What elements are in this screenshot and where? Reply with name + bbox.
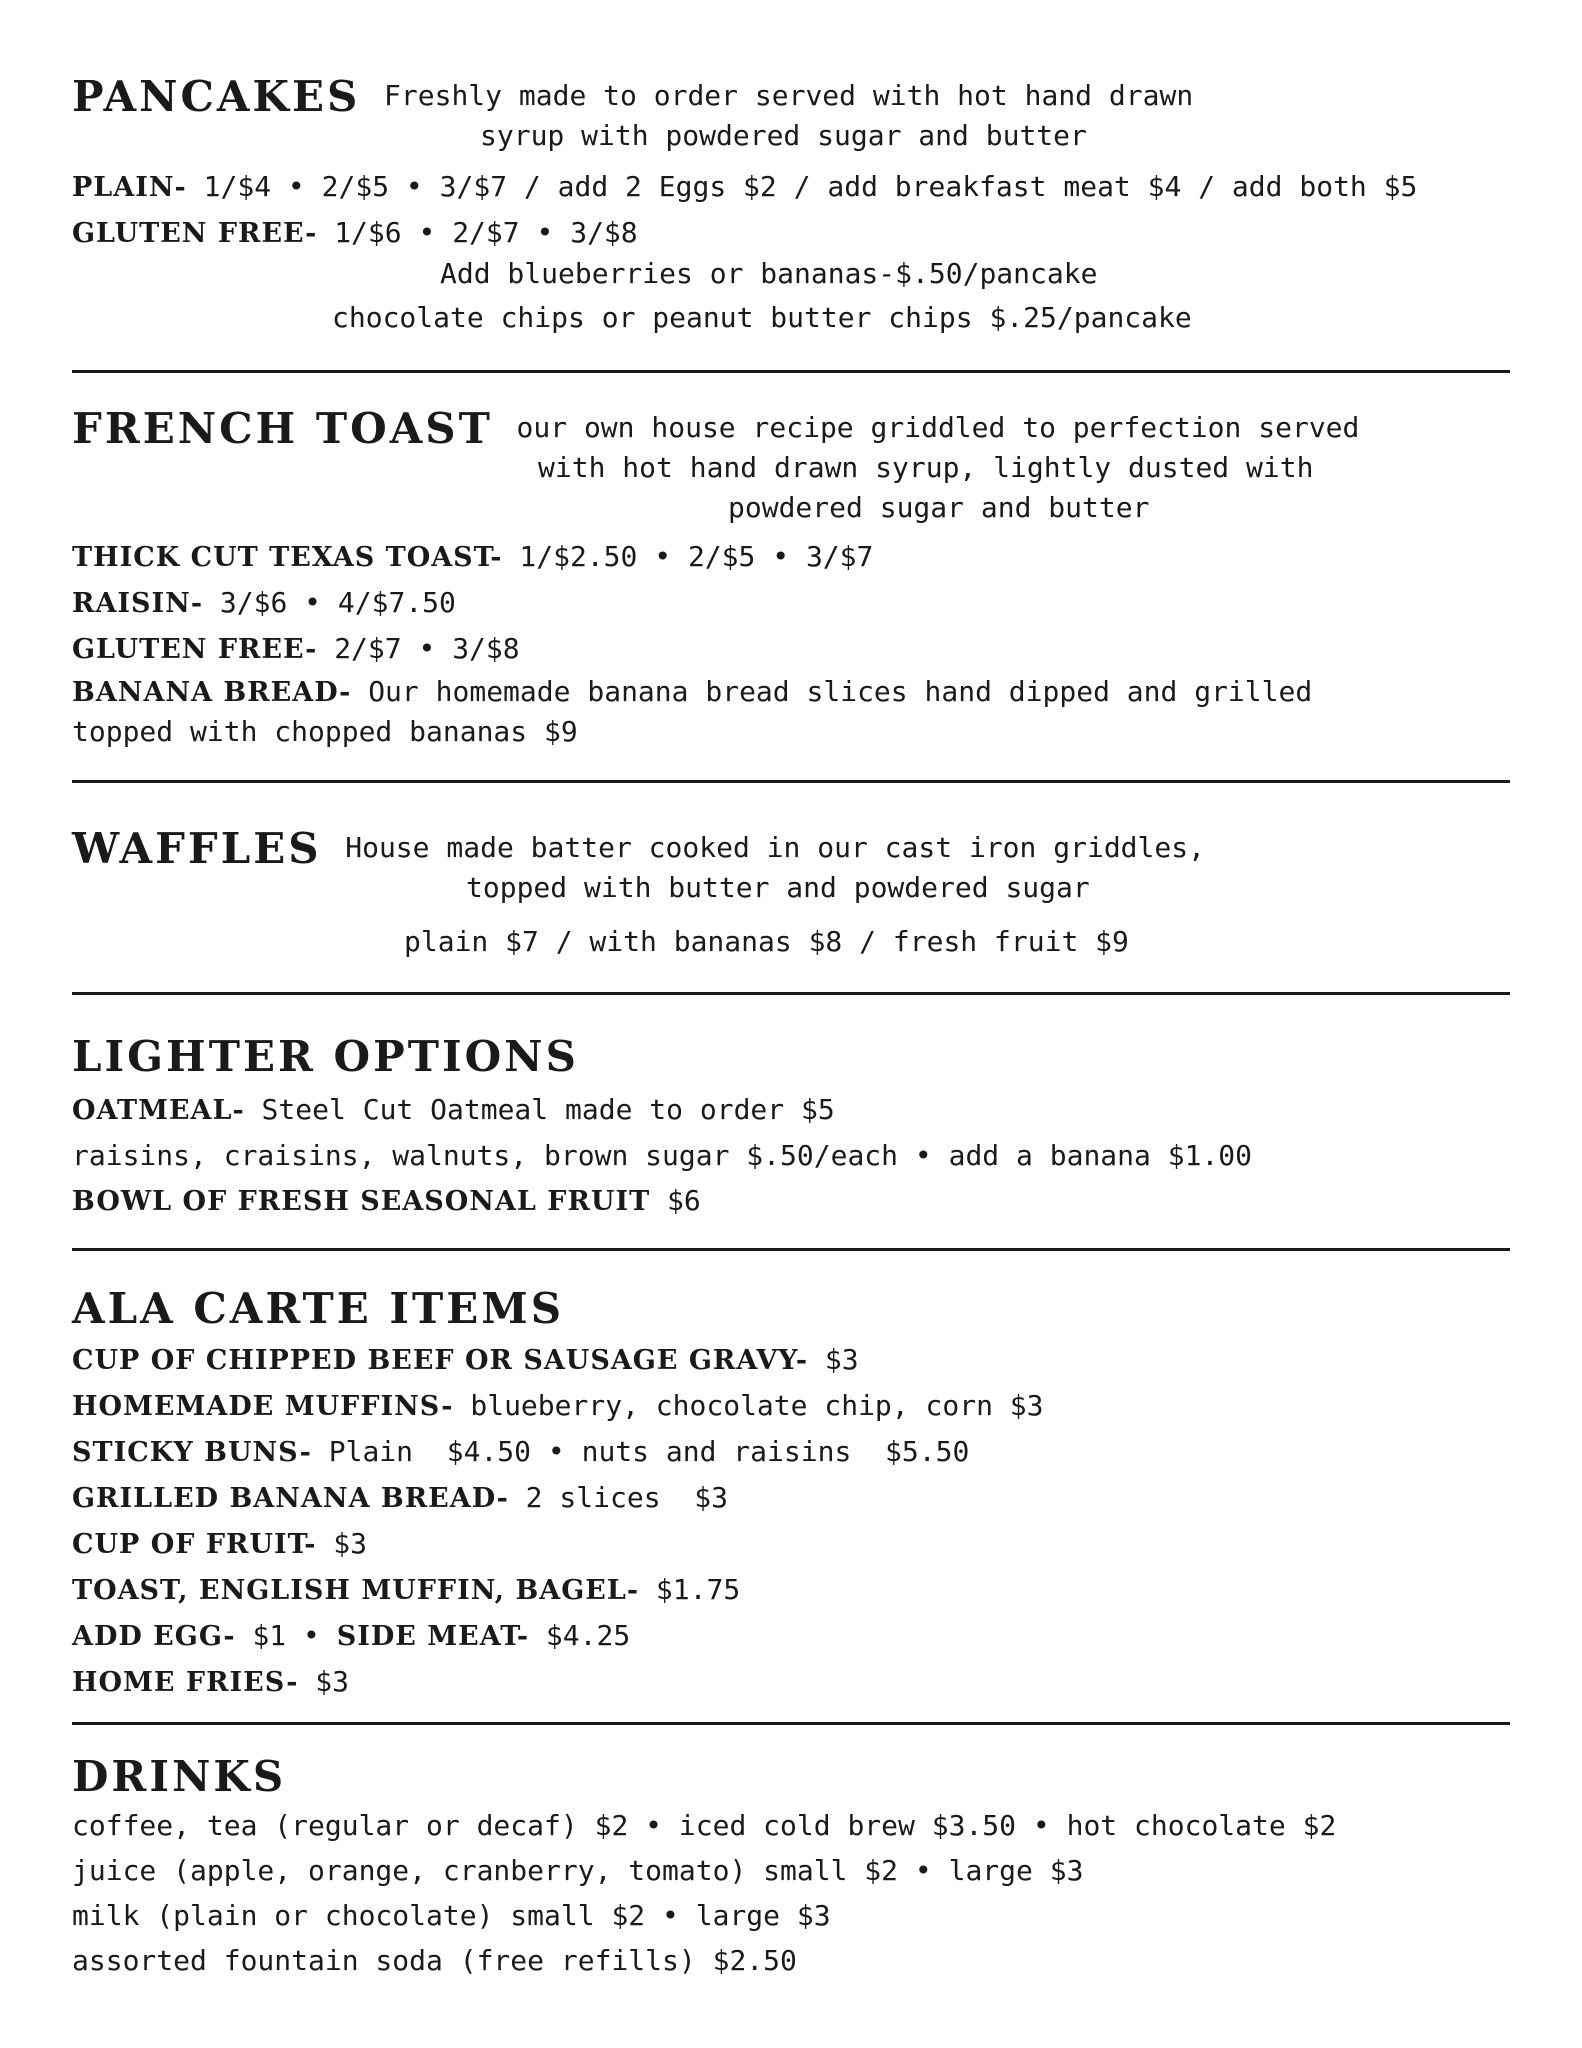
menu-item-grilled-banana-bread [72, 1475, 1512, 1521]
item-price: 1/$2.50 • 2/$5 • 3/$7 [502, 540, 874, 573]
item-name: HOME FRIES- [72, 1667, 299, 1698]
item-price: 2 slices $3 [508, 1481, 728, 1514]
item-price: $1 • [235, 1619, 337, 1652]
item-price: raisins, craisins, walnuts, brown sugar $.50/each • add a banana $1.00 [72, 1139, 1253, 1172]
item-name: OATMEAL- [72, 1095, 245, 1126]
ala-carte-title: ALA CARTE ITEMS [72, 1284, 565, 1333]
item-name: CUP OF CHIPPED BEEF OR SAUSAGE GRAVY- [72, 1345, 809, 1376]
drink-line: milk (plain or chocolate) small $2 • large $3 [72, 1899, 831, 1932]
item-name: GRILLED BANANA BREAD- [72, 1483, 509, 1514]
menu-item-oatmeal [72, 1087, 1512, 1133]
drink-line: coffee, tea (regular or decaf) $2 • iced cold brew $3.50 • hot chocolate $2 [72, 1809, 1337, 1842]
french-toast-desc-3: powdered sugar and butter [728, 491, 1150, 524]
menu-item-muffins [72, 1383, 1512, 1429]
item-price: Steel Cut Oatmeal made to order $5 [244, 1093, 835, 1126]
item-price: $3 [808, 1343, 859, 1376]
menu-item-cup-of-fruit [72, 1521, 1512, 1567]
drink-line: assorted fountain soda (free refills) $2.50 [72, 1944, 797, 1977]
drinks-items [72, 1803, 1512, 1983]
menu-item-gluten-free-toast [72, 626, 1512, 672]
pancakes-addon-2: chocolate chips or peanut butter chips $.25/pancake [332, 301, 1192, 334]
pancakes-addon-1: Add blueberries or bananas-$.50/pancake [440, 257, 1098, 290]
item-name: GLUTEN FREE- [72, 634, 318, 665]
waffles-desc-2: topped with butter and powdered sugar [466, 871, 1090, 904]
pancakes-items [72, 164, 1512, 256]
menu-item-egg-side-meat [72, 1613, 1512, 1659]
item-name: STICKY BUNS- [72, 1437, 312, 1468]
waffles-title: WAFFLES [72, 824, 322, 873]
lighter-options-title: LIGHTER OPTIONS [72, 1032, 579, 1081]
menu-item-gravy [72, 1337, 1512, 1383]
item-name: GLUTEN FREE- [72, 218, 318, 249]
item-desc: Our homemade banana bread slices hand dipped and grilled [351, 675, 1313, 708]
menu-item-banana-bread [72, 672, 1512, 713]
item-price: blueberry, chocolate chip, corn $3 [453, 1389, 1044, 1422]
item-name: SIDE MEAT- [336, 1621, 530, 1652]
item-name: ADD EGG- [72, 1621, 236, 1652]
ala-carte-items [72, 1337, 1512, 1705]
menu-item-plain-pancakes [72, 164, 1512, 210]
french-toast-title: FRENCH TOAST [72, 404, 493, 453]
item-price: 1/$6 • 2/$7 • 3/$8 [317, 216, 638, 249]
menu-item-texas-toast [72, 534, 1512, 580]
item-price: $1.75 [639, 1573, 741, 1606]
item-price: $3 [316, 1527, 368, 1560]
menu-item-fresh-fruit [72, 1178, 1512, 1224]
item-price: 2/$7 • 3/$8 [317, 632, 520, 665]
pancakes-desc-2: syrup with powdered sugar and butter [480, 119, 1087, 152]
french-toast-items [72, 534, 1512, 751]
item-name: HOMEMADE MUFFINS- [72, 1391, 454, 1422]
item-price: $4.25 [529, 1619, 631, 1652]
menu-item-toast-muffin-bagel [72, 1567, 1512, 1613]
item-name: CUP OF FRUIT- [72, 1529, 317, 1560]
item-name: BANANA BREAD- [72, 677, 352, 708]
lighter-options-items [72, 1087, 1512, 1224]
item-price: 3/$6 • 4/$7.50 [203, 586, 456, 619]
drinks-title: DRINKS [72, 1752, 287, 1801]
item-price: Plain $4.50 • nuts and raisins $5.50 [311, 1435, 970, 1468]
menu-item-gluten-free-pancakes [72, 210, 1512, 256]
section-divider [72, 780, 1510, 783]
section-divider [72, 1248, 1510, 1251]
item-name: THICK CUT TEXAS TOAST- [72, 542, 503, 573]
french-toast-desc-2: with hot hand drawn syrup, lightly dusted with [538, 451, 1314, 484]
pancakes-title: PANCAKES [72, 72, 361, 121]
item-name: BOWL OF FRESH SEASONAL FRUIT [72, 1186, 651, 1217]
drinks-section [72, 1752, 1512, 1983]
item-name: RAISIN- [72, 588, 204, 619]
item-price: 1/$4 • 2/$5 • 3/$7 / add 2 Eggs $2 / add breakfast meat $4 / add both $5 [186, 170, 1418, 203]
ala-carte-section [72, 1284, 1512, 1705]
section-divider [72, 370, 1510, 373]
section-divider [72, 1722, 1510, 1725]
waffles-prices: plain $7 / with bananas $8 / fresh fruit $9 [404, 925, 1129, 958]
banana-bread-cont: topped with chopped bananas $9 [72, 715, 578, 748]
item-price: $3 [298, 1665, 349, 1698]
pancakes-desc-1: Freshly made to order served with hot hand drawn [384, 79, 1194, 112]
menu-item-home-fries [72, 1659, 1512, 1705]
french-toast-desc-1: our own house recipe griddled to perfection served [516, 411, 1360, 444]
menu-item-oatmeal-addons [72, 1133, 1512, 1178]
item-name: TOAST, ENGLISH MUFFIN, BAGEL- [72, 1575, 640, 1606]
waffles-desc-1: House made batter cooked in our cast iron griddles, [345, 831, 1205, 864]
item-price: $6 [650, 1184, 701, 1217]
menu-item-raisin [72, 580, 1512, 626]
section-divider [72, 992, 1510, 995]
menu-item-sticky-buns [72, 1429, 1512, 1475]
lighter-options-section [72, 1032, 1512, 1224]
item-name: PLAIN- [72, 172, 187, 203]
drink-line: juice (apple, orange, cranberry, tomato) small $2 • large $3 [72, 1854, 1084, 1887]
